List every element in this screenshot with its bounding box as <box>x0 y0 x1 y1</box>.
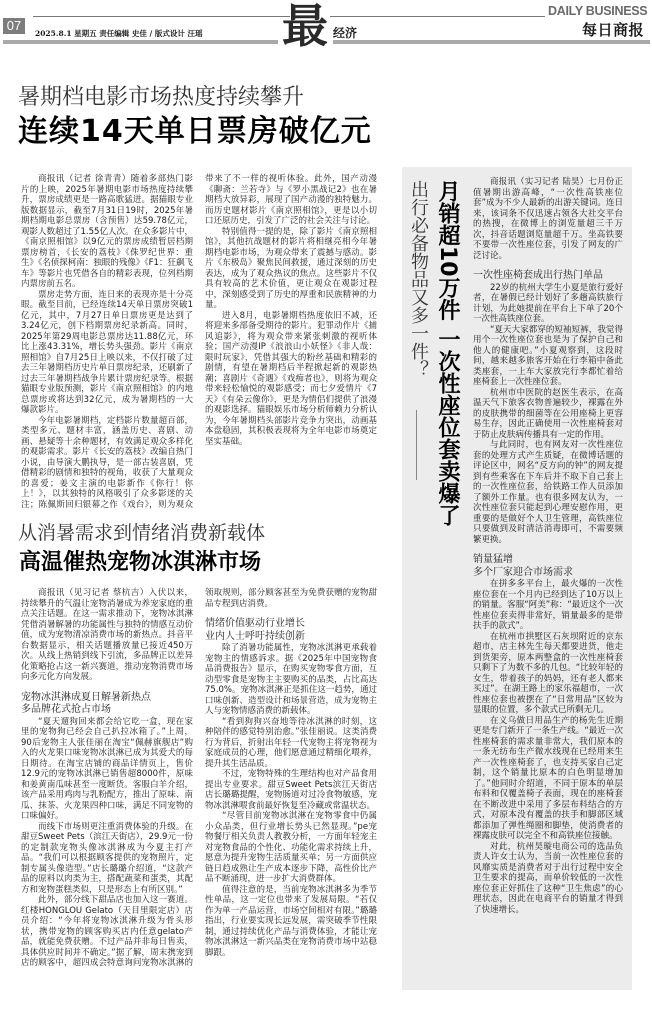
dateline: 2025.8.1 星期五 责任编辑 史佳 / 版式设计 汪瑶 <box>35 29 203 38</box>
paragraph: 此外，部分线下甜品店也加入这一赛道。红楼HONGLOU Gelato（天目里限定店）店员介绍：“今年将宠物冰淇淋升级为骨头形状，携带宠物的顾客购买店内任意gelato产品，就能免费获赠。不过产品并非每日售卖，具体供应时间并不确定。”据了解，周末携宠到店的顾客中，超四成会特意询问宠物冰淇淋的领取规则，部分顾客甚至为免费获赠的宠物甜品专程到店消费。 <box>21 588 377 968</box>
section-name: 经济 <box>333 26 358 40</box>
header-rule-right <box>330 16 545 17</box>
paragraph: “夏天大家都穿的短袖短裤，我觉得用个一次性座位套也是为了保护自己和他人的健康吧。”小夏观察到，这段时间，越来越多旅客开始在行李箱中备此类座套，一上车大家放完行李都忙着给座椅套上一次性座位套。 <box>473 324 623 387</box>
paragraph: 而线下市场则更注重消费体验的升级。在甜豆Sweet Pets（滨江天街店），29.9元一份的定制款宠物头像冰淇淋成为今夏主打产品。“我们可以根据顾客提供的宠物照片，定制专属头像造型。”店长璐璐介绍道，“这款产品的原料以肉类为主，搭配蔬菜和蛋类，其配方和宠物蛋糕类似，只是形态上有所区别。” <box>21 821 193 895</box>
paragraph: 商报讯（记者 徐青青）随着多部热门影片的上映，2025年暑期电影市场热度持续攀升，票房成绩更是一路高歌猛进。据猫眼专业版数据显示，截至7月31日19时，2025年暑期档期电影总票房（含预售）达59.78亿元，观影人数超过了1.55亿人次。在众多影片中，《南京照相馆》以9亿元的票房成绩暂居档期票房榜首，《长安的荔枝》《侏罗纪世界：重生》《名侦探柯南：独眼的残像》《F1：狂飙飞车》等影片也凭借各自的精彩表现，位列档期内票房前五名。 <box>21 174 193 289</box>
paragraph: 在义乌做日用品生产的杨先生近期更是专门新开了一条生产线。“最近一次性座椅套的需求量非常大，我们原本的一条无纺布生产微水线现在已经用来生产一次性座椅套了，也支持买家自己定制，这个销量比原本的白色明显增加了。”他同时介绍道，不同于原本的单层布料和仅覆盖椅子表面，现在的座椅套在不断改进中采用了多层布料结合的方式，对原本没有覆盖的扶手和脚部区域都添加了弹性绳圈和脚垫，使消费者的裸露皮肤可以完全不和高铁座位接触。 <box>473 715 623 841</box>
paragraph: 特别值得一提的是，除了影片《南京照相馆》，其他抗战题材的影片将相继亮相今年暑期档电影市场，为观众带来了震撼与感动。影片《东极岛》聚焦民间救援，通过深刻的历史表达，成为了观众热议的焦点。这些影片不仅具有较高的艺术价值，更让观众在观影过程中，深刻感受到了历史的厚重和民族精神的力量。 <box>205 226 377 310</box>
subheading: 情绪价值驱动行业增长 <box>205 618 305 629</box>
header-rule-left <box>33 16 290 17</box>
paragraph: “尽管目前宠物冰淇淋在宠物零食中仍属小众品类，但行业增长势头已然显现。”pe宠物餐厅相关负责人教教分析，一方面年轻宠主对宠物食品的个性化、功能化需求持续上升，愿意为提升宠物生活质量买单；另一方面供应链日趋成熟让生产成本逐步下降，高性价比产品不断涌现，进一步扩大消费群体。 <box>205 811 377 884</box>
paragraph: “夏天遛狗回来都会给它吃一盒，现在家里的宠物狗已经会自己扒拉冰箱了。”上周，90后宠物主人张佳丽在淘宝“佩赫旗舰店”购入的火龙果口味宠物冰淇淋已成为其爱犬的每日期待。在淘宝店铺的商品详情页上，售价12.9元的宠物冰淇淋已销售超8000件，原味和姜黄南瓜味甚至一度断货。客服白羊介绍，该产品采用鸡肉与乳粉配方，推出了原味、南瓜、抹茶、火龙果四种口味，满足不同宠物的口味偏好。 <box>21 716 193 821</box>
sidebar-rule <box>416 410 417 480</box>
subheading: 多品牌花式抢占市场 <box>21 704 111 715</box>
paragraph: 进入8月，电影暑期档热度依旧不减，还将迎来多部备受期待的影片。犯罪动作片《捕风追影》，将为观众带来紧张刺激的视听体验；国产动漫IP《浪浪山小妖怪》《非人哉：限时玩家》，凭借其强大的粉丝基础和精彩的剧情，有望在暑期档后半程掀起新的观影热潮；喜剧片《奇遇》《戏痴者也》，则将为观众带来轻松愉悦的观影感受；而七夕爱情片《7天》《有朵云像你》，更是为情侣们提供了浪漫的观影选择。猫眼娱乐市场分析师赖力分析认为，今年暑期档头部影片竞争力突出，动画基本盘稳固，其积极表现将为全年电影市场奠定坚实基础。 <box>205 310 377 447</box>
header-bar-left <box>3 40 278 44</box>
subheading: 多个厂家迎合市场需求 <box>473 566 573 578</box>
section-logo: 最 <box>282 0 328 53</box>
paragraph: 在拼多多平台上，最火爆的一次性座位套在一个月内已经到达了10万以上的销量。客服“阿美”称：“最近这个一次性座位套卖得非常好，销量最多的是带扶手的款式”。 <box>473 579 623 631</box>
article2-kicker: 从消暑需求到情绪消费新载体 <box>18 522 266 544</box>
page-number: 07 <box>3 18 25 34</box>
paragraph: 与此同时，也有网友对一次性座位套的处理方式产生质疑，在微博话题的评论区中，网名“反方向的钟”的网友提到有些乘客在下车后并不取下自己套上的一次性座位套，给铁路工作人员添加了额外工作量。也有很多网友认为，一次性座位套只能起到心理安慰作用，更重要的是做好个人卫生管理，高铁座位只要做到及时清洁消毒即可，不需要频繁更换。 <box>473 440 623 545</box>
brand-chinese: 每日商报 <box>582 21 645 39</box>
article1-body <box>21 174 377 510</box>
sidebar-kicker: 出行必备物品又多一件？ <box>408 180 429 378</box>
paragraph: 对此，杭州昊璇电商公司的选品负责人许女士认为，当前一次性座位套的风靡实质是消费者对于出行过程中安全卫生要求的提高，而单价较低的一次性座位套正好抓住了这种“卫生焦虑”的心理状态，因此在电商平台的销量才得到了快速增长。 <box>473 841 623 915</box>
paragraph: 22岁的杭州大学生小夏是旅行爱好者，在暑假已经计划好了多趟高铁旅行计划，为此她提前在平台上下单了20个一次性高铁座位套。 <box>473 282 623 324</box>
article2-headline: 高温催热宠物冰淇淋市场 <box>19 550 262 575</box>
article2-body <box>21 588 377 988</box>
article1-kicker: 暑期档电影市场热度持续攀升 <box>18 85 305 110</box>
sidebar-body <box>473 177 623 977</box>
sidebar-headline: 月销超10万件 一次性座位套卖爆了 <box>435 180 460 527</box>
paragraph: 今年电影暑期档，定档影片数量超百部，类型多元、题材丰富，涵盖历史、喜剧、动画、悬疑等十余种题材，有效满足观众多样化的观影需求。影片《长安的荔枝》改编自热门小说，由导演大鹏执导，是一部古装喜剧，凭借精彩的剧情和独特的视角，收获了大量观众的喜爱；姜文主演的电影新作《你行！你上！》，以其独特的风格吸引了众多影迷的关注；陈佩斯回归银幕之作《戏台》，则为观众带来了不一样的视听体验。此外，国产动漫《聊斋：兰若寺》与《罗小黑战记2》也在暑期档大放异彩，展现了国产动漫的独特魅力。而历史题材影片《南京照相馆》，更是以小切口还原历史，引发了广泛的社会关注与讨论。 <box>21 174 377 510</box>
paragraph: 杭州市中医院的赵医生表示，在高温天气下旅客衣物普遍较少，裸露在外的皮肤携带的细菌等在公用座椅上更容易生存，因此正确使用一次性座椅套对于防止皮肤病传播具有一定的作用。 <box>473 387 623 440</box>
header-bar-right <box>333 40 650 44</box>
article1-headline: 连续14天单日票房破亿元 <box>18 114 372 149</box>
paragraph: 票房走势方面，连日来的表现亦是十分亮眼。截至目前，已经连续14天单日票房突破1亿元，其中，7月27日单日票房更是达到了3.24亿元，创下档期票房纪录新高。同时，2025年第29周电影总票房达11.88亿元，环比上涨43.31%，增长势头强劲。影片《南京照相馆》自7月25日上映以来，不仅打破了过去三年暑期档历史片单日票房纪录，还刷新了过去三年暑期档战争片累计票房纪录等。根据猫眼专业版预测，影片《南京照相馆》的内地总票房或将达到32亿元，成为暑期档的一大爆款影片。 <box>21 289 193 415</box>
paragraph: 在杭州市拱墅区石灰坝附近的京东超市，店主林先生每天都要进货，他走到货架旁，原本两整盒的一次性座椅套只剩下了为数不多的几包。“比较年轻的女生，带着孩子的妈妈，还有老人都来买过”。在湖王路上的家乐福超市，一次性座位套也被摆在了“日常用品”区较为显眼的位置，多个款式已所剩无几。 <box>473 631 623 715</box>
paragraph: “看到狗狗兴奋地等待冰淇淋的时刻，这种陪伴的感觉特别治愈。”张佳丽说。这类消费行为背后，折射出年轻一代宠物主将宠物视为家庭成员的心理，他们愿意通过精细化喂养，提升其生活品质。 <box>205 716 377 769</box>
paragraph: 商报讯（见习记者 蔡杭吉）入伏以来，持续攀升的气温让宠物消暑成为养宠家庭的重点关注话题。在这一需求推动下，宠物冰淇淋凭借消暑解暑的功能属性与独特的情感互动价值，成为宠物清凉消费市场的新热点。抖音平台数据显示，相关话题播放量已接近450万次。从线上热销到线下引流，多品牌正以差异化策略抢占这一新兴赛道，推动宠物消费市场向多元化方向发展。 <box>21 588 193 682</box>
subheading: 一次性座椅套成出行热门单品 <box>473 270 603 281</box>
paragraph: 值得注意的是，当前宠物冰淇淋多为季节性单品，这一定位也带来了发展局限。“若仅作为单一产品运营，市场空间相对有限。”璐璐指出，行业要实现长远发展，需突破季节性限制，通过持续优化产品与消费体验，才能让宠物冰淇淋这一新兴品类在宠物消费市场中站稳脚跟。 <box>205 884 377 958</box>
subheading: 销量猛增 <box>473 554 513 565</box>
subheading: 业内人士呼吁持续创新 <box>205 630 305 642</box>
subheading: 宠物冰淇淋成夏日解暑新热点 <box>21 691 151 703</box>
paragraph: 商报讯（实习记者 陆昊）七月份正值暑期出游高峰，“一次性高铁座位套”成为不少人最新的出游关键词。连日来，该词条不仅迅速占领各大社交平台的热搜，在微博上的浏览量超三千万次，抖音话题浏览量超千万。坐高铁要不要带一次性座位套，引发了网友的广泛讨论。 <box>473 177 623 261</box>
paragraph: 除了消暑功能属性，宠物冰淇淋更承载着宠物主的情感诉求。据《2025年中国宠物食品消费报告》显示，在购买宠物零食方面，互动型零食是宠物主主要购买的品类，占比高达75.0%。宠物冰淇淋正是抓住这一趋势，通过口味创新、造型设计和场景营造，成为宠物主人与宠物情感消费的新载体。 <box>205 643 377 716</box>
brand-english: DAILY BUSINESS <box>548 4 648 18</box>
paragraph: 不过，宠物特殊的生理结构也对产品食用提出专业要求。甜豆Sweet Pets滨江天街店店长璐璐提醒，宠物肠道对过冷食物敏感，宠物冰淇淋喂食前最好恢复至冷藏或常温状态。 <box>205 769 377 811</box>
